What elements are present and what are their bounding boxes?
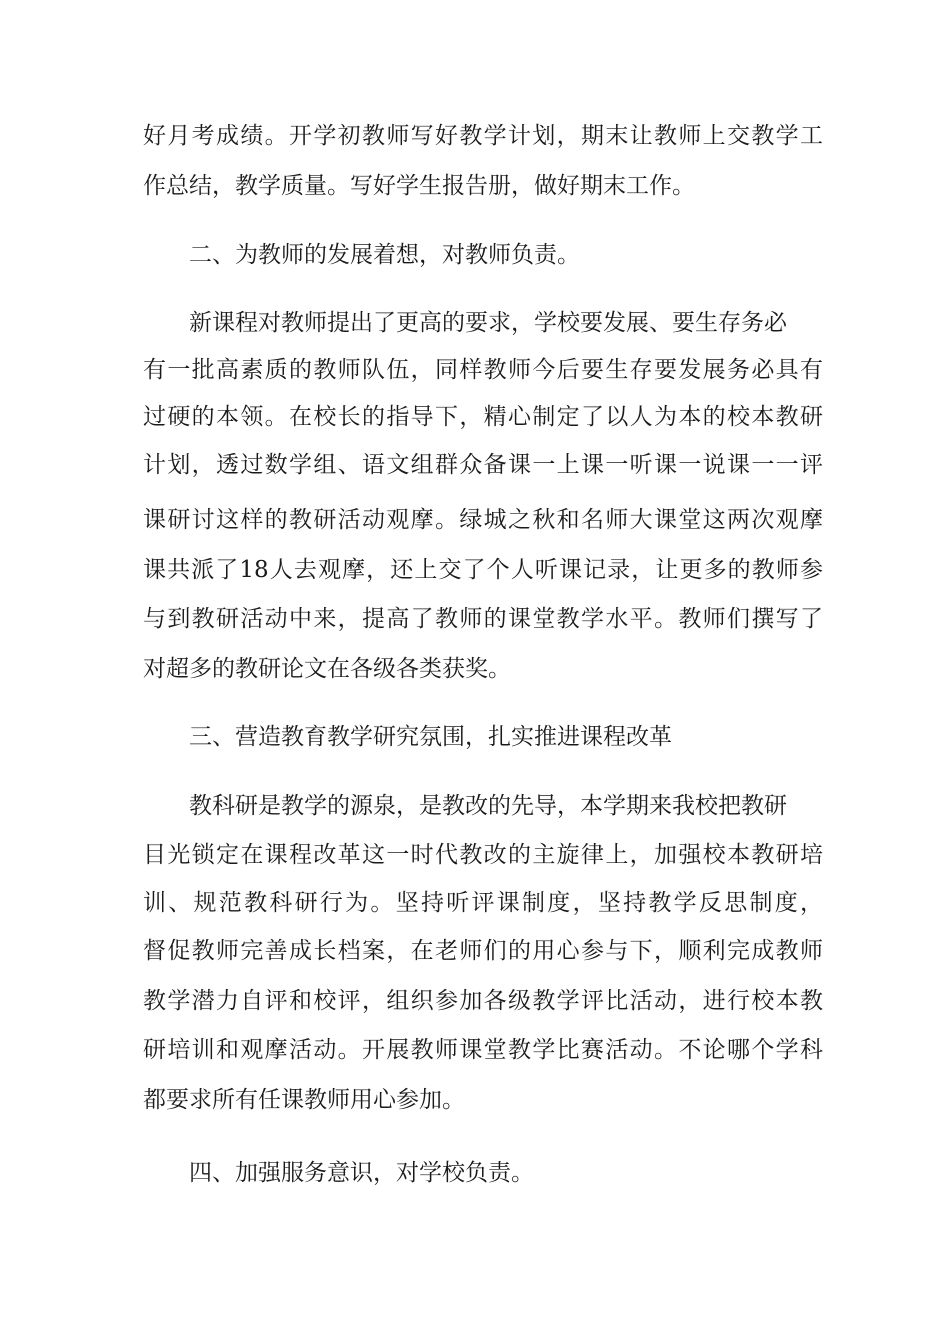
section-heading: 三、营造教育教学研究氛围，扎实推进课程改革 <box>189 724 672 750</box>
paragraph-line: 教学潜力自评和校评，组织参加各级教学评比活动，进行校本教 <box>143 988 823 1014</box>
paragraph-line: 训、规范教科研行为。坚持听评课制度，坚持教学反思制度， <box>143 890 823 916</box>
paragraph-line: 教科研是教学的源泉，是教改的先导，本学期来我校把教研 <box>189 793 787 819</box>
paragraph-line: 作总结，教学质量。写好学生报告册，做好期末工作。 <box>143 173 695 199</box>
paragraph-line: 与到教研活动中来，提高了教师的课堂教学水平。教师们撰写了 <box>143 606 823 632</box>
paragraph-line: 课研讨这样的教研活动观摩。绿城之秋和名师大课堂这两次观摩 <box>143 507 823 533</box>
paragraph-line: 好月考成绩。开学初教师写好教学计划，期末让教师上交教学工 <box>143 123 823 149</box>
section-heading: 四、加强服务意识，对学校负责。 <box>189 1160 534 1186</box>
paragraph-line: 过硬的本领。在校长的指导下，精心制定了以人为本的校本教研 <box>143 404 823 430</box>
paragraph-line: 有一批高素质的教师队伍，同样教师今后要生存要发展务必具有 <box>143 357 823 383</box>
paragraph-line: 新课程对教师提出了更高的要求，学校要发展、要生存务必 <box>189 310 787 336</box>
paragraph-line: 对超多的教研论文在各级各类获奖。 <box>143 656 511 682</box>
paragraph-line: 督促教师完善成长档案，在老师们的用心参与下，顺利完成教师 <box>143 938 823 964</box>
paragraph-line: 计划，透过数学组、语文组群众备课一上课一听课一说课一一评 <box>143 452 823 478</box>
paragraph-line: 目光锁定在课程改革这一时代教改的主旋律上，加强校本教研培 <box>143 842 823 868</box>
section-heading: 二、为教师的发展着想，对教师负责。 <box>189 242 580 268</box>
paragraph-line: 研培训和观摩活动。开展教师课堂教学比赛活动。不论哪个学科 <box>143 1037 823 1063</box>
paragraph-line: 课共派了18人去观摩，还上交了个人听课记录，让更多的教师参 <box>143 557 823 583</box>
paragraph-line: 都要求所有任课教师用心参加。 <box>143 1087 465 1113</box>
